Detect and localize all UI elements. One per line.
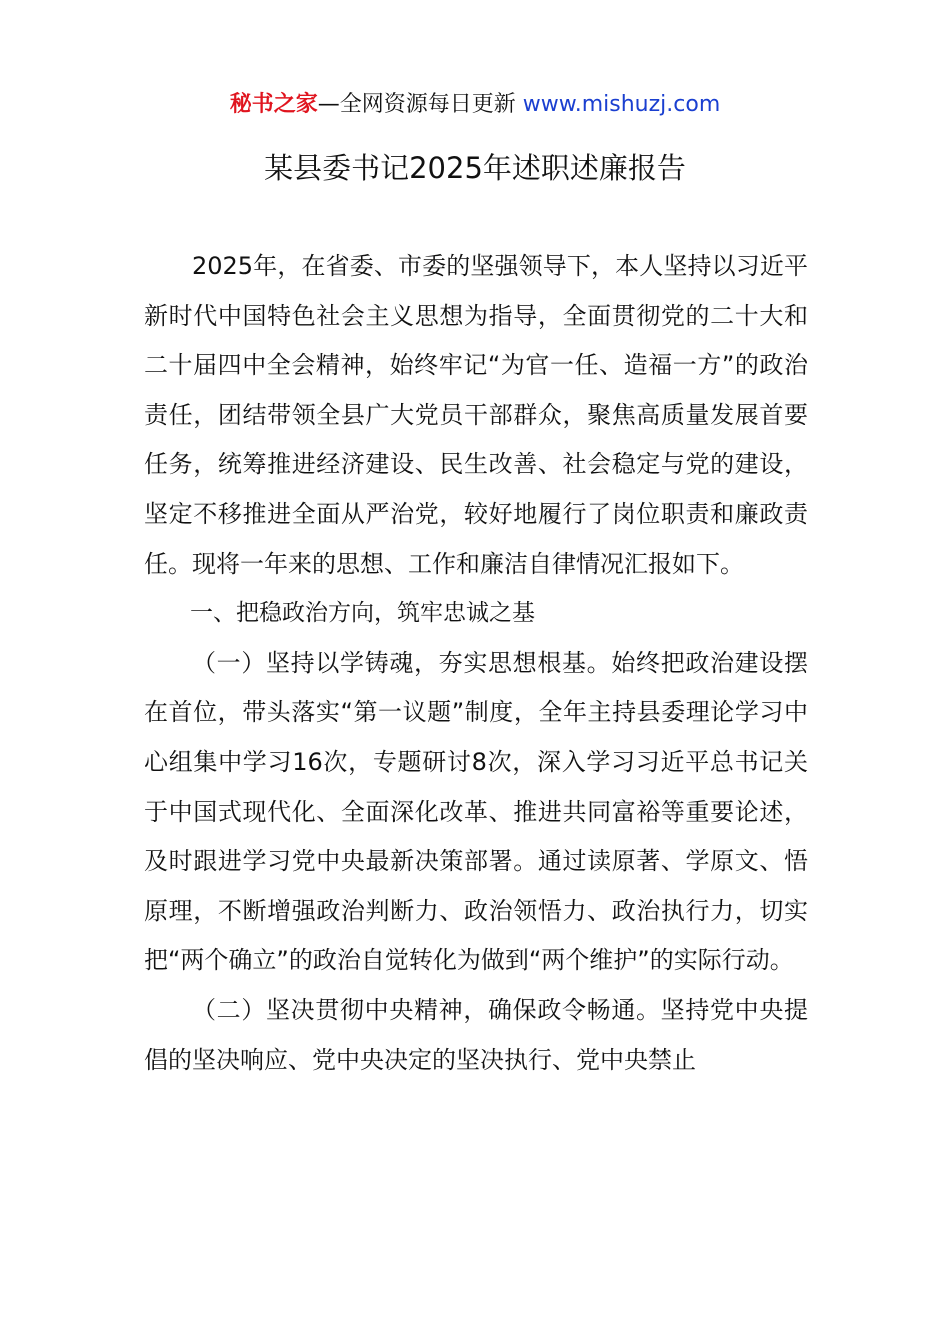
document-title: 某县委书记2025年述职述廉报告 — [264, 151, 686, 185]
site-banner — [0, 88, 950, 122]
site-url-link[interactable]: www.mishuzj.com — [522, 92, 721, 117]
body-paragraph: （二）坚决贯彻中央精神，确保政令畅通。坚持党中央提倡的坚决响应、党中央决定的坚决执行、党中央禁止 — [144, 995, 808, 1074]
intro-paragraph: 2025年，在省委、市委的坚强领导下，本人坚持以习近平新时代中国特色社会主义思想为指导，全面贯彻党的二十大和二十届四中全会精神，始终牢记“为官一任、造福一方”的政治责任，团结带领全县广大党员干部群众，聚焦高质量发展首要任务，统筹推进经济建设、民生改善、社会稳定与党的建设，坚定不移推进全面从严治党，较好地履行了岗位职责和廉政责任。现将一年来的思想、工作和廉洁自律情况汇报如下。 — [144, 252, 808, 578]
section-heading: 一、把稳政治方向，筑牢忠诚之基 — [190, 600, 535, 627]
banner-tagline: —全网资源每日更新 — [317, 92, 516, 117]
document-body — [144, 242, 808, 1085]
body-paragraph: （一）坚持以学铸魂，夯实思想根基。始终把政治建设摆在首位，带头落实“第一议题”制度，全年主持县委理论学习中心组集中学习16次，专题研讨8次，深入学习习近平总书记关于中国式现代化、全面深化改革、推进共同富裕等重要论述，及时跟进学习党中央最新决策部署。通过读原著、学原文、悟原理，不断增强政治判断力、政治领悟力、政治执行力，切实把“两个确立”的政治自觉转化为做到“两个维护”的实际行动。 — [144, 648, 808, 975]
brand-name: 秘书之家 — [229, 92, 318, 117]
